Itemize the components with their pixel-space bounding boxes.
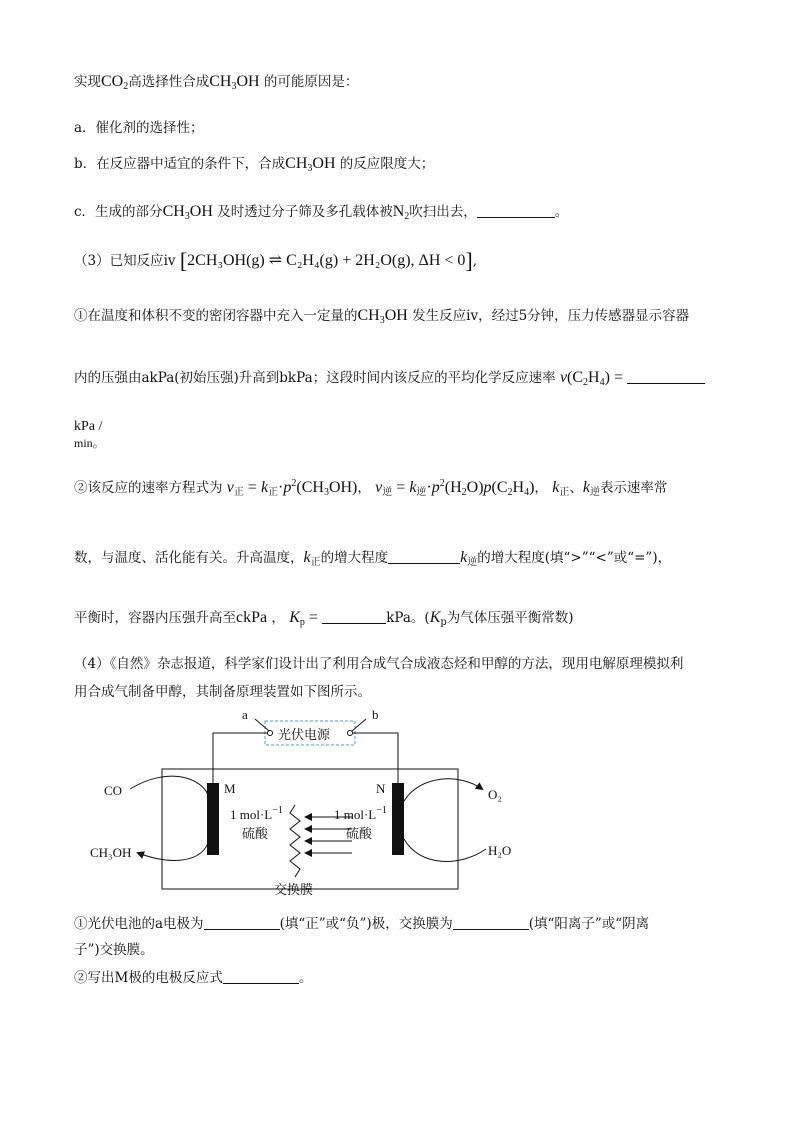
acid-right-label: 硫酸 — [346, 827, 373, 842]
answer-blank[interactable] — [453, 917, 529, 930]
ch3oh-flow — [138, 843, 208, 860]
q3-p1-unit — [74, 418, 102, 435]
electrolysis-diagram — [90, 705, 510, 905]
answer-blank[interactable] — [322, 611, 386, 624]
conc-text: 1 mol·L — [334, 807, 377, 822]
text: ②该反应的速率方程式为 — [74, 480, 223, 496]
answer-blank[interactable] — [204, 917, 280, 930]
k-reverse: k — [582, 479, 590, 496]
text: b．在反应器中适宜的条件下，合成 — [74, 156, 286, 172]
text: 为气体压强平衡常数) — [446, 610, 574, 626]
answer-blank[interactable] — [627, 371, 705, 384]
kp-symbol: $K_p$ = — [289, 609, 318, 628]
conc-right-label: 1 $mol\cdot L^{-1}$ — [334, 805, 387, 822]
text: ②写出M极的电极反应式 — [74, 970, 223, 986]
rate-expression: $v(C_2H_4)$ = — [559, 369, 623, 388]
co-label: CO — [104, 783, 123, 798]
kp-symbol: K — [429, 609, 441, 626]
q3-p2-line3: 平衡时，容器内压强升高至ckPa ， $K_p$ = kPa。($K_p$为气体压强平衡常数) — [74, 609, 574, 628]
q3-intro: （3）已知反应iv [2CH₃OH(g) ⇌ C₂H₄(g) + 2H₂O(g), ΔH < 0], — [74, 248, 478, 273]
text: 的反应限度大； — [339, 156, 435, 172]
text: 数，与温度、活化能有关。升高温度， — [74, 550, 304, 566]
q3-p1-unit-bottom — [74, 434, 105, 451]
text: 的增大程度 — [320, 550, 389, 566]
rate-equation-forward: $v_正 = k_正\cdot p^2(CH_3OH)$ — [226, 478, 358, 498]
text: 。 — [554, 204, 569, 220]
unit-top: kPa / — [74, 419, 103, 434]
reaction-equation: 2CH₃OH(g) ⇌ C₂H₄(g) + 2H₂O(g), ΔH < 0 — [187, 252, 466, 269]
text: ①在温度和体积不变的密闭容器中充入一定量的 — [74, 308, 358, 324]
k-forward: k — [552, 479, 560, 496]
q3-p2-line1: ②该反应的速率方程式为 $v_正 = k_正\cdot p^2(CH_3OH)$， $v_逆 = k_逆\cdot p^2(H_2O)p(C_2H_4)$， $k_正$、$k_逆$表示速率常 — [74, 478, 668, 498]
text: ①光伏电池的a电极为 — [74, 916, 204, 932]
option-a: a．催化剂的选择性； — [74, 120, 204, 136]
o2-flow — [404, 779, 482, 801]
q4-q1-line2: 子”)交换膜。 — [74, 942, 154, 958]
intro-line — [74, 70, 358, 92]
terminal-b-lead — [352, 719, 366, 731]
formula-ch3oh: $CH_3OH$ — [285, 155, 336, 174]
text: 的可能原因是： — [263, 74, 359, 90]
co-flow — [130, 776, 208, 795]
terminal-b-label: b — [372, 707, 379, 722]
wire-right — [353, 733, 398, 785]
ch3oh-label: CH₃OH — [90, 845, 132, 860]
formula-text: CO — [101, 73, 124, 90]
formula-ch3oh: $CH_3OH$ — [209, 73, 260, 92]
unit-bottom: min。 — [74, 436, 105, 450]
option-b — [74, 152, 434, 174]
q3-p1-line2 — [74, 366, 705, 388]
conc-text: 1 mol·L — [230, 807, 273, 822]
text: 平衡时，容器内压强升高至 — [74, 610, 236, 626]
text: 表示速率常 — [599, 480, 668, 496]
electrode-n — [392, 783, 404, 855]
acid-left-label: 硫酸 — [242, 827, 269, 842]
text: (填“阳离子”或“阴离 — [528, 916, 650, 932]
q4-intro-line2: 用合成气制备甲醇，其制备原理装置如下图所示。 — [74, 684, 371, 700]
formula-n2: $N_2$ — [392, 203, 410, 222]
text: （3）已知反应iv — [74, 253, 176, 269]
power-label: 光伏电源 — [278, 728, 331, 743]
terminal-b-dot — [348, 731, 353, 736]
option-c — [74, 200, 568, 222]
formula-text: CH — [209, 73, 232, 90]
text: c．生成的部分 — [74, 204, 163, 220]
q4-q1-line1 — [74, 912, 649, 932]
o2-label: O₂ — [488, 787, 502, 802]
formula-co2: $CO_2$ — [101, 73, 129, 92]
electrode-m-label: M — [224, 781, 236, 796]
answer-blank[interactable] — [477, 205, 555, 218]
q3-p2-line2: 数，与温度、活化能有关。升高温度，$k_正$的增大程度 $k_逆$的增大程度(填“>”“<”或“=”)， — [74, 549, 672, 568]
text: 发生反应iv，经过5分钟，压力传感器显示容器 — [412, 308, 690, 324]
pressure-value: ckPa — [236, 609, 268, 626]
text: 高选择性合成 — [128, 74, 210, 90]
text: 内的压强由akPa(初始压强)升高到bkPa；这段时间内该反应的平均化学反应速率 — [74, 370, 556, 386]
answer-blank[interactable] — [388, 551, 460, 564]
electrode-n-label: N — [376, 781, 386, 796]
text: kPa。( — [386, 610, 430, 626]
text: 。 — [298, 970, 313, 986]
q3-p1-line1 — [74, 304, 689, 326]
h2o-flow — [404, 839, 486, 861]
q4-intro-line1: （4）《自然》杂志报道，科学家们设计出了利用合成气合成液态烃和甲醇的方法，现用电解原理模拟利 — [74, 656, 684, 672]
terminal-a-label: a — [242, 707, 248, 722]
membrane-line — [290, 805, 300, 877]
electrode-m — [207, 783, 219, 855]
text: (填“正”或“负”)极，交换膜为 — [279, 916, 453, 932]
k-forward: k — [303, 549, 311, 566]
text: 实现 — [74, 74, 101, 90]
h2o-label: H₂O — [488, 843, 512, 858]
membrane-label: 交换膜 — [274, 883, 314, 898]
wire-left — [213, 733, 267, 785]
formula-ch3oh: $CH_3OH$ — [162, 203, 213, 222]
q4-q2 — [74, 966, 312, 986]
formula-ch3oh: $CH_3OH$ — [357, 307, 408, 326]
text: 的增大程度(填“>”“<”或“=”)， — [477, 550, 672, 566]
answer-blank[interactable] — [223, 971, 299, 984]
terminal-a-dot — [268, 731, 273, 736]
text: 吹扫出去， — [409, 204, 477, 220]
k-reverse: k — [460, 549, 468, 566]
conc-left-label: 1 $mol\cdot L^{-1}$ — [230, 805, 283, 822]
rate-equation-reverse: $v_逆 = k_逆\cdot p^2(H_2O)p(C_2H_4)$ — [375, 478, 535, 498]
text: 及时透过分子筛及多孔载体被 — [217, 204, 393, 220]
